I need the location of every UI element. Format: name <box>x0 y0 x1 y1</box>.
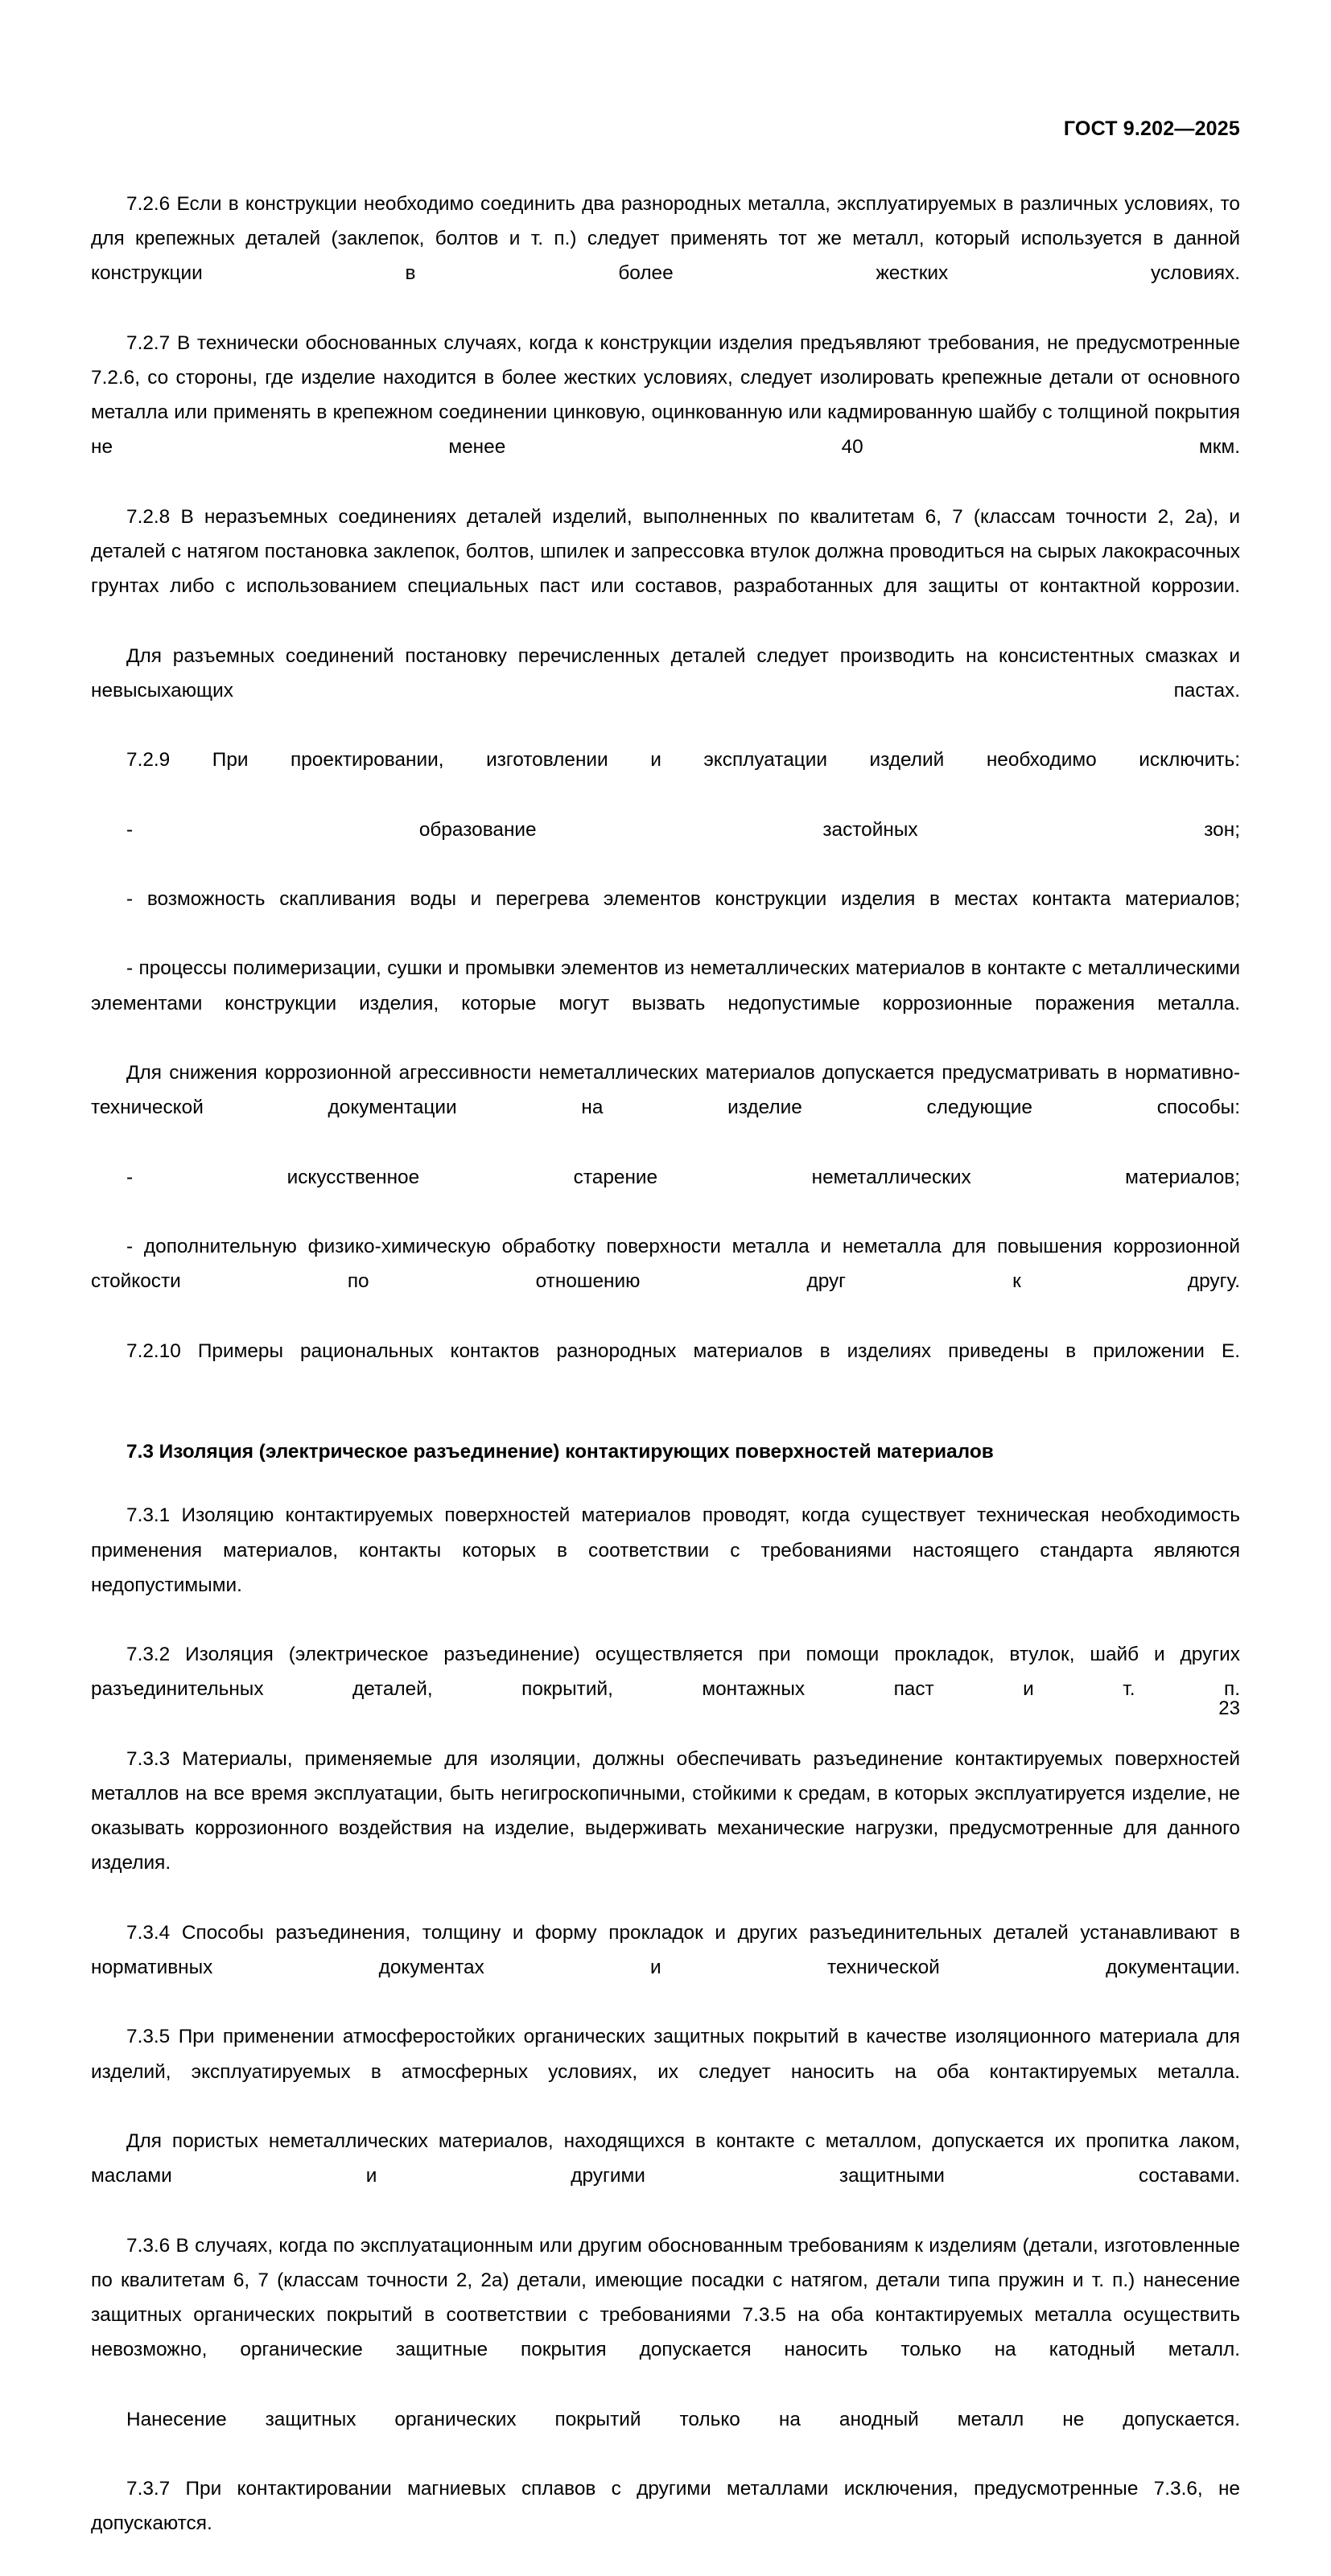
section-heading-7-3: 7.3 Изоляция (электрическое разъединение) контактирующих поверхностей материалов <box>126 1441 994 1463</box>
paragraph-7-2-9: 7.2.9 При проектировании, изготовлении и эксплуатации изделий необходимо исключить: <box>126 749 1240 772</box>
paragraph-7-2-10: 7.2.10 Примеры рациональных контактов разнородных материалов в изделиях приведены в приложении Е. <box>126 1339 1240 1362</box>
list-item-water-accumulation: - возможность скапливания воды и перегрева элементов конструкции изделия в местах контакта материалов; <box>126 888 1240 911</box>
list-item-artificial-aging: - искусственное старение неметаллических материалов; <box>126 1166 1240 1188</box>
spacer-above-heading <box>91 1403 1240 1434</box>
paragraph-group-before-heading <box>91 187 1240 1403</box>
paragraph-7-2-7: 7.2.7 В технически обоснованных случаях, когда к конструкции изделия предъявляют требования, не предусмотренные 7.2.6, со стороны, где изделие находится в более жестких условиях, следует изолировать крепежные детали от основного металла или применять в крепежном соединении цинковую, оцинкованную или кадмированную шайбу с толщиной покрытия не менее 40 мкм. <box>91 331 1240 459</box>
list-item-polymerization: - процессы полимеризации, сушки и промывки элементов из неметаллических материалов в контакте с металлическими элементами конструкции изделия, которые могут вызвать недопустимые коррозионные поражения металла. <box>91 957 1240 1014</box>
paragraph-7-3-3: 7.3.3 Материалы, применяемые для изоляции, должны обеспечивать разъединение контактируемых поверхностей металлов на все время эксплуатации, быть негигроскопичными, стойкими к средам, в которых эксплуатируется изделие, не оказывать коррозионного воздействия на изделие, выдерживать механические нагрузки, предусмотренные для данного изделия. <box>91 1747 1240 1874</box>
main-text-column <box>91 187 1240 2576</box>
paragraph-7-3-5: 7.3.5 При применении атмосферостойких органических защитных покрытий в качестве изоляционного материала для изделий, эксплуатируемых в атмосферных условиях, их следует наносить на оба контактируемых металла. <box>91 2026 1240 2083</box>
list-item-stagnant-zones: - образование застойных зон; <box>126 818 1240 841</box>
paragraph-detachable-joints: Для разъемных соединений постановку перечисленных деталей следует производить на консистентных смазках и невысыхающих пастах. <box>91 644 1240 702</box>
paragraph-7-2-8: 7.2.8 В неразъемных соединениях деталей изделий, выполненных по квалитетам 6, 7 (классам точности 2, 2а), и деталей с натягом постановка заклепок, болтов, шпилек и запрессовка втулок должна проводиться на сырых лакокрасочных грунтах либо с использованием специальных паст или составов, разработанных для защиты от контактной коррозии. <box>91 505 1240 598</box>
paragraph-anodic-metal: Нанесение защитных органических покрытий только на анодный металл не допускается. <box>126 2408 1240 2430</box>
paragraph-7-3-4: 7.3.4 Способы разъединения, толщину и форму прокладок и других разъединительных деталей устанавливают в нормативных документах и технической документации. <box>91 1921 1240 1978</box>
paragraph-7-3-2: 7.3.2 Изоляция (электрическое разъединение) осуществляется при помощи прокладок, втулок, шайб и других разъединительных деталей, покрытий, монтажных паст и т. п. <box>91 1644 1240 1701</box>
paragraph-7-3-1: 7.3.1 Изоляцию контактируемых поверхностей материалов проводят, когда существует техническая необходимость применения материалов, контакты которых в соответствии с требованиями настоящего стандарта являются недопустимыми. <box>91 1504 1240 1596</box>
paragraph-7-3-6: 7.3.6 В случаях, когда по эксплуатационным или другим обоснованным требованиям к изделиям (детали, изготовленные по квалитетам 6, 7 (классам точности 2, 2а) детали, имеющие посадки с натягом, детали типа пружин и т. п.) нанесение защитных органических покрытий в соответствии с требованиями 7.3.5 на оба контактируемых металла осуществить невозможно, органические защитные покрытия допускается наносить только на катодный металл. <box>91 2234 1240 2361</box>
paragraph-group-after-heading <box>91 1498 1240 2575</box>
page-number: 23 <box>1218 1697 1240 1719</box>
paragraph-porous-materials: Для пористых неметаллических материалов, находящихся в контакте с металлом, допускается их пропитка лаком, маслами и другими защитными составами. <box>91 2130 1240 2187</box>
list-item-physico-chemical: - дополнительную физико-химическую обработку поверхности металла и неметалла для повышения коррозионной стойкости по отношению друг к другу. <box>91 1236 1240 1293</box>
paragraph-7-3-7: 7.3.7 При контактировании магниевых сплавов с другими металлами исключения, предусмотренные 7.3.6, не допускаются. <box>91 2478 1240 2535</box>
paragraph-reduce-aggressiveness: Для снижения коррозионной агрессивности неметаллических материалов допускается предусматривать в нормативно-технической документации на изделие следующие способы: <box>91 1062 1240 1119</box>
paragraph-7-2-6: 7.2.6 Если в конструкции необходимо соединить два разнородных металла, эксплуатируемых в различных условиях, то для крепежных деталей (заклепок, болтов и т. п.) следует применять тот же металл, который используется в данной конструкции в более жестких условиях. <box>91 193 1240 285</box>
spacer-below-heading <box>91 1469 1240 1498</box>
running-header-standard-number: ГОСТ 9.202—2025 <box>1063 117 1240 140</box>
